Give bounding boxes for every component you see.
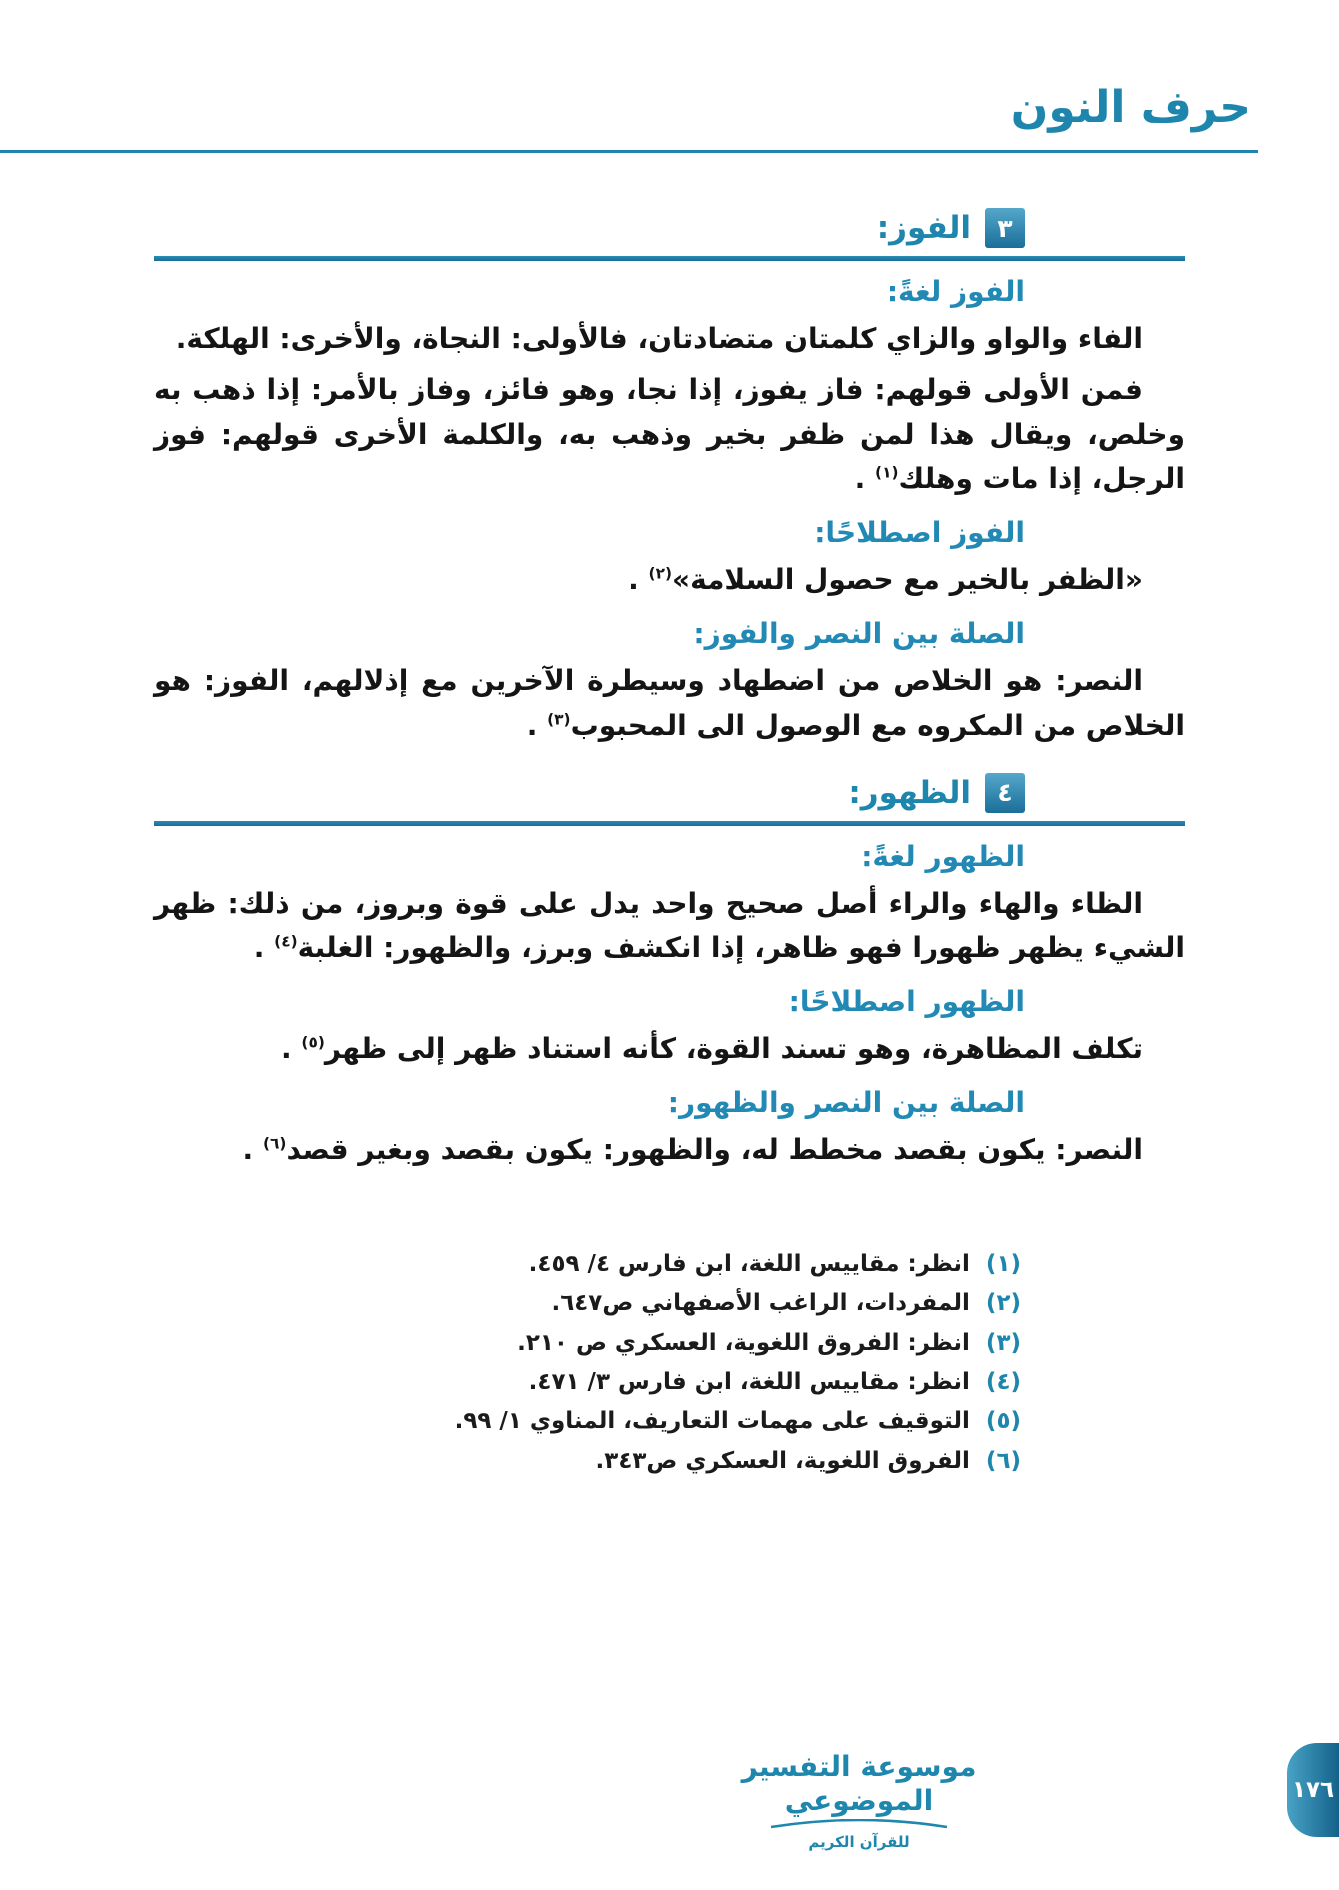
footnote-marker: (٤)	[274, 933, 298, 952]
footnote-item	[120, 1445, 1021, 1478]
footnote-item	[120, 1248, 1021, 1281]
footnote-item	[120, 1366, 1021, 1399]
paragraph-text: النصر: يكون بقصد مخطط له، والظهور: يكون بقصد وبغير قصد	[286, 1132, 1143, 1166]
footnote-marker: (٦)	[262, 1134, 287, 1153]
footnote-number: (٤)	[985, 1369, 1021, 1396]
paragraph-text: تكلف المظاهرة، وهو تسند القوة، كأنه استناد ظهر إلى ظهر	[324, 1032, 1143, 1066]
paragraph	[154, 317, 1185, 362]
footnotes	[120, 1248, 1021, 1484]
section-header	[154, 206, 1185, 250]
footnote-item	[120, 1405, 1021, 1438]
footnote-number: (٥)	[985, 1408, 1021, 1435]
paragraph-text: «الظفر بالخير مع حصول السلامة»	[672, 563, 1143, 597]
footnote-text: الفروق اللغوية، العسكري ص٣٤٣.	[595, 1447, 970, 1474]
footnote-number: (٢)	[985, 1290, 1021, 1317]
footnote-number: (١)	[985, 1251, 1021, 1277]
footnote-text: انظر: مقاييس اللغة، ابن فارس ٤/ ٤٥٩.	[528, 1251, 970, 1277]
paragraph	[154, 882, 1185, 972]
publisher-logo	[729, 1750, 989, 1851]
section-number-badge: ٣	[985, 208, 1025, 248]
paragraph-tail: .	[281, 1032, 302, 1066]
paragraph-tail: .	[854, 462, 876, 496]
paragraph-text: الفاء والواو والزاي كلمتان متضادتان، فالأولى: النجاة، والأخرى: الهلكة.	[175, 322, 1143, 355]
footnote-item	[120, 1327, 1021, 1360]
section-header	[154, 771, 1185, 815]
paragraph-text: النصر: هو الخلاص من اضطهاد وسيطرة الآخرين مع إذلالهم، الفوز: هو الخلاص من المكروه مع الوصول الى المحبوب	[154, 663, 1185, 742]
section-alfawz	[154, 206, 1185, 749]
section-title: الظهور:	[848, 774, 971, 811]
paragraph	[154, 368, 1185, 502]
subheading-zuhur-lugha: الظهور لغةً:	[861, 839, 1025, 873]
section-title: الفوز:	[876, 210, 971, 246]
paragraph-tail: .	[526, 708, 548, 742]
footnote-item	[120, 1287, 1021, 1320]
chapter-title: حرف النون	[1010, 82, 1251, 133]
paragraph	[154, 1027, 1185, 1072]
logo-title: موسوعة التفسير الموضوعي	[741, 1750, 977, 1817]
subheading-fawz-istilah: الفوز اصطلاحًا:	[814, 516, 1025, 550]
footnote-text: التوقيف على مهمات التعاريف، المناوي ١/ ٩٩.	[454, 1408, 970, 1435]
section-alzuhur	[154, 771, 1185, 1173]
section-rule	[154, 256, 1185, 261]
footnote-text: انظر: مقاييس اللغة، ابن فارس ٣/ ٤٧١.	[528, 1369, 970, 1396]
footnote-text: انظر: الفروق اللغوية، العسكري ص ٢١٠.	[517, 1329, 970, 1356]
subheading-silah-nasr-fawz: الصلة بين النصر والفوز:	[693, 616, 1025, 650]
subheading-silah-nasr-zuhur: الصلة بين النصر والظهور:	[667, 1085, 1025, 1119]
section-number-badge: ٤	[985, 773, 1025, 813]
logo-flourish-icon	[769, 1819, 949, 1829]
footnote-number: (٦)	[985, 1447, 1021, 1474]
footnote-marker: (١)	[875, 464, 899, 483]
page-number: ١٧٦	[1291, 1777, 1335, 1803]
paragraph-text: الظاء والهاء والراء أصل صحيح واحد يدل على قوة وبروز، من ذلك: ظهر الشيء يظهر ظهورا فهو ظاهر، إذا انكشف وبرز، والظهور: الغلبة	[154, 886, 1185, 965]
subheading-zuhur-istilah: الظهور اصطلاحًا:	[788, 985, 1025, 1019]
page-content	[154, 206, 1185, 1179]
section-rule	[154, 821, 1185, 826]
paragraph	[154, 558, 1185, 603]
paragraph	[154, 659, 1185, 749]
paragraph-text: فمن الأولى قولهم: فاز يفوز، إذا نجا، وهو فائز، وفاز بالأمر: إذا ذهب به وخلص، ويقال هذا لمن ظفر بخير وذهب به، والكلمة الأخرى قولهم: فوز الرجل، إذا مات وهلك	[154, 372, 1185, 496]
logo-subtitle: للقرآن الكريم	[808, 1833, 910, 1852]
paragraph-tail: .	[628, 563, 649, 597]
paragraph	[154, 1128, 1185, 1173]
footnote-marker: (٣)	[547, 710, 571, 729]
subheading-fawz-lugha: الفوز لغةً:	[886, 275, 1025, 308]
footnote-marker: (٢)	[648, 564, 673, 583]
paragraph-tail: .	[253, 931, 275, 965]
page-number-tab	[1287, 1743, 1339, 1837]
footnote-number: (٣)	[985, 1329, 1021, 1356]
paragraph-tail: .	[242, 1132, 263, 1166]
footnote-marker: (٥)	[301, 1033, 325, 1052]
header-rule	[0, 150, 1258, 153]
footnote-text: المفردات، الراغب الأصفهاني ص٦٤٧.	[551, 1290, 970, 1317]
